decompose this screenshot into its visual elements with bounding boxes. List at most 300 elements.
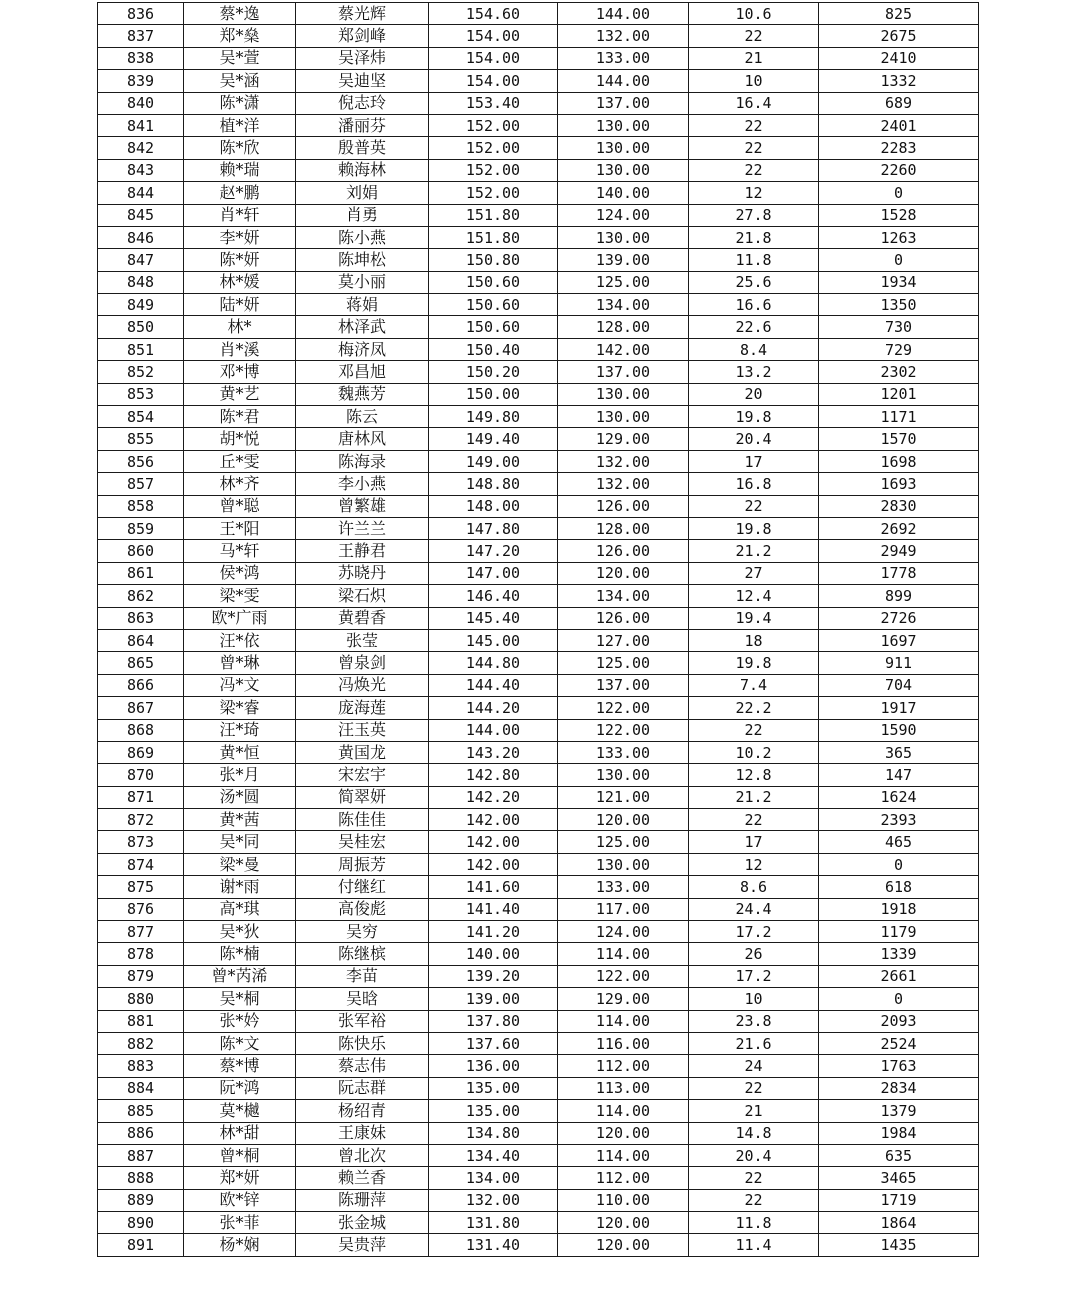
student-name-cell: 吴*涵 [184, 70, 296, 92]
student-name-cell: 梁*睿 [184, 697, 296, 719]
score-diff-cell: 22 [689, 137, 819, 159]
score-a-cell: 137.60 [429, 1032, 558, 1054]
student-name-cell: 王*阳 [184, 517, 296, 539]
score-diff-cell: 22 [689, 159, 819, 181]
score-a-cell: 146.40 [429, 585, 558, 607]
row-number-cell: 836 [98, 3, 184, 25]
row-number-cell: 883 [98, 1055, 184, 1077]
score-b-cell: 120.00 [558, 809, 689, 831]
score-a-cell: 142.80 [429, 764, 558, 786]
row-number-cell: 877 [98, 921, 184, 943]
score-a-cell: 132.00 [429, 1189, 558, 1211]
score-diff-cell: 18 [689, 629, 819, 651]
score-b-cell: 130.00 [558, 406, 689, 428]
score-b-cell: 133.00 [558, 47, 689, 69]
value-cell: 1179 [819, 921, 979, 943]
score-b-cell: 126.00 [558, 540, 689, 562]
score-diff-cell: 22 [689, 1167, 819, 1189]
score-a-cell: 142.00 [429, 809, 558, 831]
student-name-cell: 丘*雯 [184, 450, 296, 472]
score-b-cell: 128.00 [558, 316, 689, 338]
parent-name-cell: 阮志群 [296, 1077, 429, 1099]
score-b-cell: 134.00 [558, 585, 689, 607]
score-a-cell: 144.80 [429, 652, 558, 674]
student-name-cell: 陈*君 [184, 406, 296, 428]
parent-name-cell: 庞海莲 [296, 697, 429, 719]
score-diff-cell: 21 [689, 1100, 819, 1122]
score-diff-cell: 17 [689, 450, 819, 472]
score-a-cell: 134.40 [429, 1144, 558, 1166]
table-row [98, 876, 979, 898]
row-number-cell: 842 [98, 137, 184, 159]
score-a-cell: 141.60 [429, 876, 558, 898]
table-row [98, 1055, 979, 1077]
score-b-cell: 144.00 [558, 3, 689, 25]
table-row [98, 3, 979, 25]
parent-name-cell: 梅济凤 [296, 338, 429, 360]
parent-name-cell: 吴穷 [296, 921, 429, 943]
parent-name-cell: 宋宏宇 [296, 764, 429, 786]
parent-name-cell: 陈坤松 [296, 249, 429, 271]
score-diff-cell: 26 [689, 943, 819, 965]
row-number-cell: 862 [98, 585, 184, 607]
parent-name-cell: 殷普英 [296, 137, 429, 159]
table-row [98, 585, 979, 607]
row-number-cell: 871 [98, 786, 184, 808]
student-name-cell: 吴*萱 [184, 47, 296, 69]
table-row [98, 853, 979, 875]
score-b-cell: 128.00 [558, 517, 689, 539]
row-number-cell: 865 [98, 652, 184, 674]
score-diff-cell: 12.4 [689, 585, 819, 607]
row-number-cell: 886 [98, 1122, 184, 1144]
row-number-cell: 859 [98, 517, 184, 539]
score-b-cell: 126.00 [558, 495, 689, 517]
score-a-cell: 147.20 [429, 540, 558, 562]
value-cell: 1570 [819, 428, 979, 450]
student-name-cell: 林*甜 [184, 1122, 296, 1144]
value-cell: 689 [819, 92, 979, 114]
parent-name-cell: 王康妹 [296, 1122, 429, 1144]
score-b-cell: 137.00 [558, 361, 689, 383]
row-number-cell: 888 [98, 1167, 184, 1189]
value-cell: 3465 [819, 1167, 979, 1189]
parent-name-cell: 高俊彪 [296, 898, 429, 920]
score-b-cell: 116.00 [558, 1032, 689, 1054]
score-diff-cell: 11.8 [689, 249, 819, 271]
table-row [98, 719, 979, 741]
value-cell: 635 [819, 1144, 979, 1166]
value-cell: 1917 [819, 697, 979, 719]
score-diff-cell: 10.6 [689, 3, 819, 25]
score-diff-cell: 13.2 [689, 361, 819, 383]
row-number-cell: 843 [98, 159, 184, 181]
score-diff-cell: 20 [689, 383, 819, 405]
parent-name-cell: 张莹 [296, 629, 429, 651]
score-diff-cell: 11.4 [689, 1234, 819, 1256]
student-name-cell: 黄*茜 [184, 809, 296, 831]
score-diff-cell: 10 [689, 70, 819, 92]
score-b-cell: 126.00 [558, 607, 689, 629]
value-cell: 0 [819, 988, 979, 1010]
value-cell: 2834 [819, 1077, 979, 1099]
student-name-cell: 李*妍 [184, 226, 296, 248]
parent-name-cell: 简翠妍 [296, 786, 429, 808]
score-b-cell: 122.00 [558, 719, 689, 741]
student-name-cell: 曾*芮浠 [184, 965, 296, 987]
score-a-cell: 151.80 [429, 226, 558, 248]
student-name-cell: 张*妗 [184, 1010, 296, 1032]
value-cell: 2393 [819, 809, 979, 831]
value-cell: 729 [819, 338, 979, 360]
score-diff-cell: 21 [689, 47, 819, 69]
table-row [98, 428, 979, 450]
score-b-cell: 121.00 [558, 786, 689, 808]
parent-name-cell: 李小燕 [296, 473, 429, 495]
value-cell: 899 [819, 585, 979, 607]
score-diff-cell: 27 [689, 562, 819, 584]
value-cell: 1984 [819, 1122, 979, 1144]
student-name-cell: 陈*潇 [184, 92, 296, 114]
student-name-cell: 高*琪 [184, 898, 296, 920]
row-number-cell: 858 [98, 495, 184, 517]
score-b-cell: 112.00 [558, 1167, 689, 1189]
score-a-cell: 154.60 [429, 3, 558, 25]
score-a-cell: 152.00 [429, 114, 558, 136]
student-name-cell: 郑*燊 [184, 25, 296, 47]
student-name-cell: 冯*文 [184, 674, 296, 696]
value-cell: 1918 [819, 898, 979, 920]
score-a-cell: 152.00 [429, 159, 558, 181]
score-b-cell: 130.00 [558, 159, 689, 181]
score-diff-cell: 21.6 [689, 1032, 819, 1054]
score-a-cell: 145.40 [429, 607, 558, 629]
row-number-cell: 863 [98, 607, 184, 629]
row-number-cell: 870 [98, 764, 184, 786]
value-cell: 0 [819, 853, 979, 875]
student-name-cell: 欧*锌 [184, 1189, 296, 1211]
table-row [98, 988, 979, 1010]
row-number-cell: 878 [98, 943, 184, 965]
score-a-cell: 134.00 [429, 1167, 558, 1189]
value-cell: 0 [819, 182, 979, 204]
value-cell: 1435 [819, 1234, 979, 1256]
parent-name-cell: 苏晓丹 [296, 562, 429, 584]
parent-name-cell: 郑剑峰 [296, 25, 429, 47]
score-b-cell: 124.00 [558, 921, 689, 943]
score-b-cell: 133.00 [558, 876, 689, 898]
parent-name-cell: 杨绍青 [296, 1100, 429, 1122]
score-diff-cell: 8.6 [689, 876, 819, 898]
row-number-cell: 885 [98, 1100, 184, 1122]
score-diff-cell: 16.6 [689, 294, 819, 316]
student-name-cell: 陈*妍 [184, 249, 296, 271]
row-number-cell: 856 [98, 450, 184, 472]
parent-name-cell: 蔡光辉 [296, 3, 429, 25]
score-b-cell: 130.00 [558, 137, 689, 159]
score-diff-cell: 19.8 [689, 517, 819, 539]
score-b-cell: 132.00 [558, 25, 689, 47]
row-number-cell: 846 [98, 226, 184, 248]
score-a-cell: 154.00 [429, 25, 558, 47]
value-cell: 1778 [819, 562, 979, 584]
value-cell: 911 [819, 652, 979, 674]
table-row [98, 1212, 979, 1234]
row-number-cell: 881 [98, 1010, 184, 1032]
student-name-cell: 欧*广雨 [184, 607, 296, 629]
score-diff-cell: 10.2 [689, 741, 819, 763]
table-row [98, 1144, 979, 1166]
row-number-cell: 875 [98, 876, 184, 898]
score-diff-cell: 23.8 [689, 1010, 819, 1032]
parent-name-cell: 刘娟 [296, 182, 429, 204]
score-diff-cell: 22 [689, 495, 819, 517]
row-number-cell: 853 [98, 383, 184, 405]
score-b-cell: 120.00 [558, 1122, 689, 1144]
student-name-cell: 赖*瑞 [184, 159, 296, 181]
score-b-cell: 114.00 [558, 1100, 689, 1122]
score-a-cell: 154.00 [429, 70, 558, 92]
parent-name-cell: 黄国龙 [296, 741, 429, 763]
table-row [98, 1189, 979, 1211]
row-number-cell: 847 [98, 249, 184, 271]
score-diff-cell: 22.2 [689, 697, 819, 719]
score-diff-cell: 20.4 [689, 428, 819, 450]
score-diff-cell: 27.8 [689, 204, 819, 226]
student-name-cell: 曾*桐 [184, 1144, 296, 1166]
table-row [98, 1010, 979, 1032]
table-body [98, 3, 979, 1257]
table-row [98, 406, 979, 428]
score-a-cell: 141.20 [429, 921, 558, 943]
parent-name-cell: 陈海录 [296, 450, 429, 472]
parent-name-cell: 邓昌旭 [296, 361, 429, 383]
table-row [98, 338, 979, 360]
parent-name-cell: 陈佳佳 [296, 809, 429, 831]
student-name-cell: 林* [184, 316, 296, 338]
score-diff-cell: 7.4 [689, 674, 819, 696]
score-diff-cell: 16.4 [689, 92, 819, 114]
student-name-cell: 黄*艺 [184, 383, 296, 405]
score-diff-cell: 10 [689, 988, 819, 1010]
score-diff-cell: 22 [689, 719, 819, 741]
student-name-cell: 汪*依 [184, 629, 296, 651]
student-name-cell: 莫*樾 [184, 1100, 296, 1122]
row-number-cell: 884 [98, 1077, 184, 1099]
score-a-cell: 150.20 [429, 361, 558, 383]
score-diff-cell: 12.8 [689, 764, 819, 786]
score-a-cell: 134.80 [429, 1122, 558, 1144]
value-cell: 1693 [819, 473, 979, 495]
parent-name-cell: 张金城 [296, 1212, 429, 1234]
table-row [98, 159, 979, 181]
parent-name-cell: 黄碧香 [296, 607, 429, 629]
score-b-cell: 122.00 [558, 965, 689, 987]
parent-name-cell: 倪志玲 [296, 92, 429, 114]
parent-name-cell: 魏燕芳 [296, 383, 429, 405]
row-number-cell: 872 [98, 809, 184, 831]
score-a-cell: 149.00 [429, 450, 558, 472]
table-row [98, 316, 979, 338]
table-row [98, 1167, 979, 1189]
score-b-cell: 132.00 [558, 450, 689, 472]
student-name-cell: 林*媛 [184, 271, 296, 293]
value-cell: 825 [819, 3, 979, 25]
score-a-cell: 141.40 [429, 898, 558, 920]
value-cell: 1528 [819, 204, 979, 226]
score-b-cell: 133.00 [558, 741, 689, 763]
row-number-cell: 868 [98, 719, 184, 741]
score-b-cell: 122.00 [558, 697, 689, 719]
parent-name-cell: 蒋娟 [296, 294, 429, 316]
value-cell: 2692 [819, 517, 979, 539]
parent-name-cell: 吴贵萍 [296, 1234, 429, 1256]
score-a-cell: 148.80 [429, 473, 558, 495]
score-a-cell: 131.80 [429, 1212, 558, 1234]
score-a-cell: 150.80 [429, 249, 558, 271]
parent-name-cell: 梁石炽 [296, 585, 429, 607]
row-number-cell: 861 [98, 562, 184, 584]
student-name-cell: 张*月 [184, 764, 296, 786]
score-a-cell: 151.80 [429, 204, 558, 226]
score-diff-cell: 12 [689, 182, 819, 204]
score-b-cell: 117.00 [558, 898, 689, 920]
score-a-cell: 150.00 [429, 383, 558, 405]
student-name-cell: 胡*悦 [184, 428, 296, 450]
student-name-cell: 阮*鸿 [184, 1077, 296, 1099]
row-number-cell: 857 [98, 473, 184, 495]
score-a-cell: 152.00 [429, 137, 558, 159]
row-number-cell: 841 [98, 114, 184, 136]
table-row [98, 294, 979, 316]
score-diff-cell: 22 [689, 25, 819, 47]
value-cell: 2726 [819, 607, 979, 629]
table-row [98, 1234, 979, 1256]
row-number-cell: 855 [98, 428, 184, 450]
parent-name-cell: 曾泉剑 [296, 652, 429, 674]
score-diff-cell: 16.8 [689, 473, 819, 495]
value-cell: 1350 [819, 294, 979, 316]
value-cell: 2283 [819, 137, 979, 159]
score-b-cell: 142.00 [558, 338, 689, 360]
score-a-cell: 135.00 [429, 1100, 558, 1122]
row-number-cell: 891 [98, 1234, 184, 1256]
student-name-cell: 肖*溪 [184, 338, 296, 360]
score-a-cell: 150.60 [429, 271, 558, 293]
score-b-cell: 120.00 [558, 1212, 689, 1234]
score-diff-cell: 17.2 [689, 921, 819, 943]
score-a-cell: 144.00 [429, 719, 558, 741]
value-cell: 1934 [819, 271, 979, 293]
parent-name-cell: 唐林风 [296, 428, 429, 450]
student-name-cell: 陆*妍 [184, 294, 296, 316]
value-cell: 2093 [819, 1010, 979, 1032]
score-a-cell: 145.00 [429, 629, 558, 651]
value-cell: 2524 [819, 1032, 979, 1054]
student-name-cell: 张*菲 [184, 1212, 296, 1234]
score-a-cell: 139.20 [429, 965, 558, 987]
parent-name-cell: 陈继槟 [296, 943, 429, 965]
student-name-cell: 曾*琳 [184, 652, 296, 674]
table-row [98, 741, 979, 763]
score-a-cell: 143.20 [429, 741, 558, 763]
row-number-cell: 887 [98, 1144, 184, 1166]
score-a-cell: 150.60 [429, 294, 558, 316]
score-a-cell: 140.00 [429, 943, 558, 965]
table-row [98, 361, 979, 383]
score-a-cell: 153.40 [429, 92, 558, 114]
table-row [98, 1100, 979, 1122]
score-diff-cell: 21.2 [689, 786, 819, 808]
score-a-cell: 144.40 [429, 674, 558, 696]
row-number-cell: 879 [98, 965, 184, 987]
table-row [98, 965, 979, 987]
table-row [98, 1032, 979, 1054]
value-cell: 0 [819, 249, 979, 271]
table-row [98, 114, 979, 136]
student-name-cell: 吴*桐 [184, 988, 296, 1010]
row-number-cell: 849 [98, 294, 184, 316]
score-diff-cell: 17 [689, 831, 819, 853]
score-a-cell: 142.00 [429, 831, 558, 853]
score-diff-cell: 11.8 [689, 1212, 819, 1234]
table-row [98, 831, 979, 853]
score-b-cell: 140.00 [558, 182, 689, 204]
parent-name-cell: 李苗 [296, 965, 429, 987]
value-cell: 1864 [819, 1212, 979, 1234]
student-name-cell: 赵*鹏 [184, 182, 296, 204]
score-b-cell: 125.00 [558, 831, 689, 853]
table-row [98, 271, 979, 293]
value-cell: 1697 [819, 629, 979, 651]
parent-name-cell: 肖勇 [296, 204, 429, 226]
score-diff-cell: 22 [689, 1077, 819, 1099]
row-number-cell: 852 [98, 361, 184, 383]
score-diff-cell: 22 [689, 1189, 819, 1211]
student-name-cell: 马*轩 [184, 540, 296, 562]
score-diff-cell: 22 [689, 809, 819, 831]
table-row [98, 517, 979, 539]
score-b-cell: 114.00 [558, 1010, 689, 1032]
table-row [98, 898, 979, 920]
row-number-cell: 848 [98, 271, 184, 293]
parent-name-cell: 陈珊萍 [296, 1189, 429, 1211]
score-diff-cell: 8.4 [689, 338, 819, 360]
value-cell: 1171 [819, 406, 979, 428]
row-number-cell: 874 [98, 853, 184, 875]
value-cell: 1763 [819, 1055, 979, 1077]
row-number-cell: 873 [98, 831, 184, 853]
parent-name-cell: 蔡志伟 [296, 1055, 429, 1077]
table-row [98, 697, 979, 719]
value-cell: 2661 [819, 965, 979, 987]
score-diff-cell: 12 [689, 853, 819, 875]
value-cell: 1263 [819, 226, 979, 248]
student-name-cell: 陈*楠 [184, 943, 296, 965]
value-cell: 465 [819, 831, 979, 853]
student-name-cell: 曾*聪 [184, 495, 296, 517]
student-name-cell: 陈*欣 [184, 137, 296, 159]
student-name-cell: 黄*恒 [184, 741, 296, 763]
table-row [98, 786, 979, 808]
row-number-cell: 837 [98, 25, 184, 47]
table-row [98, 47, 979, 69]
score-a-cell: 137.80 [429, 1010, 558, 1032]
score-b-cell: 134.00 [558, 294, 689, 316]
parent-name-cell: 陈云 [296, 406, 429, 428]
parent-name-cell: 吴桂宏 [296, 831, 429, 853]
parent-name-cell: 曾北次 [296, 1144, 429, 1166]
